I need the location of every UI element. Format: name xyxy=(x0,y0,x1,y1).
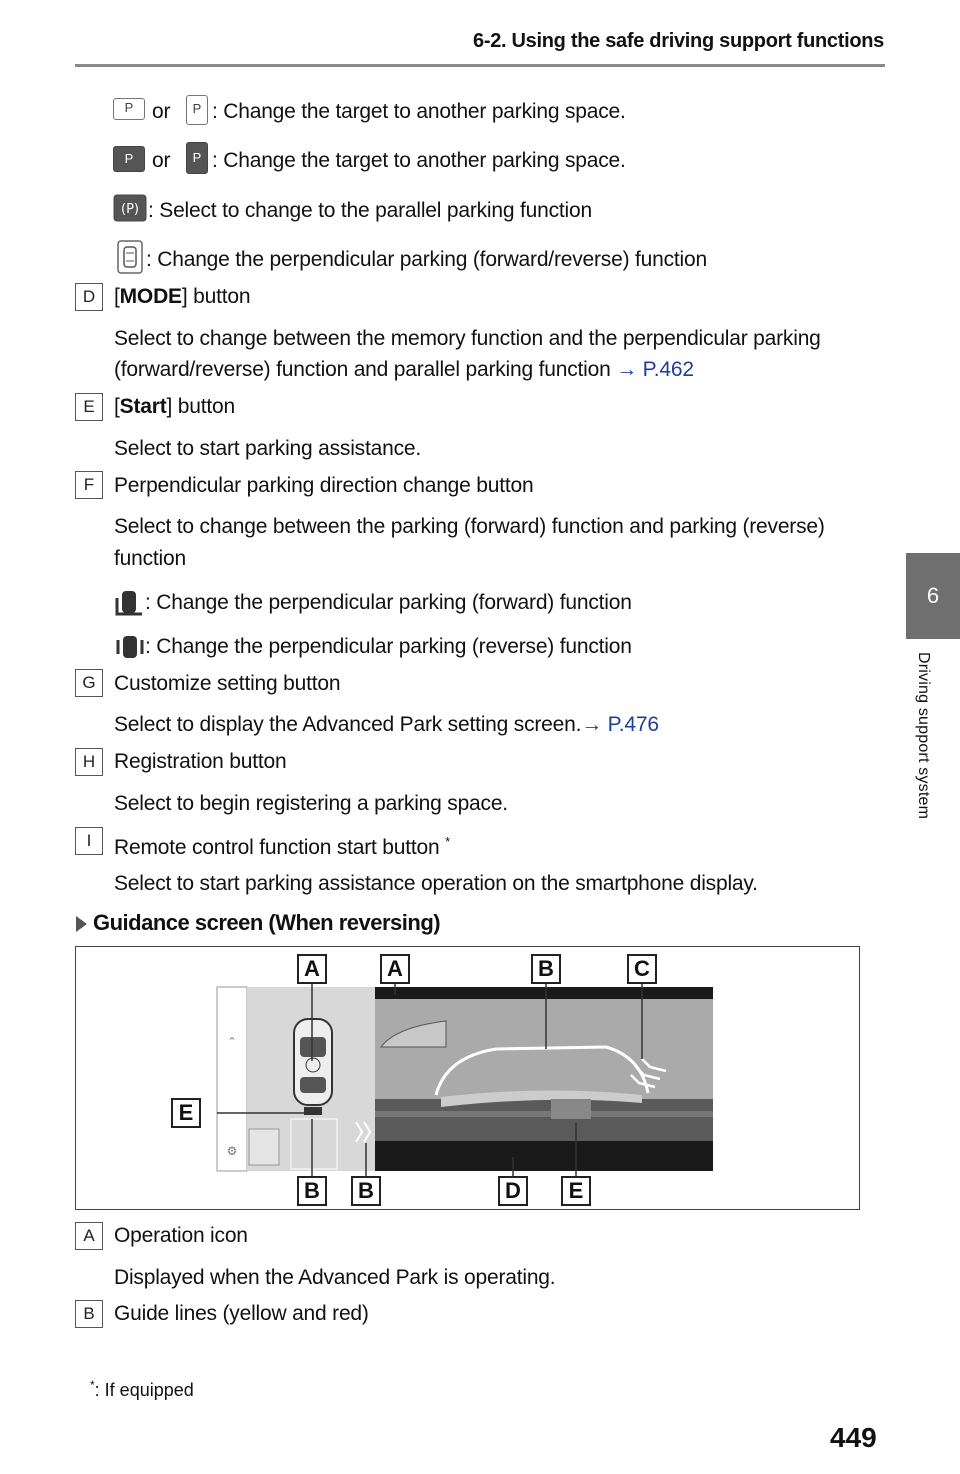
guidance-screen-figure xyxy=(75,946,860,1210)
forward-parking-icon xyxy=(114,588,146,618)
section-title: 6-2. Using the safe driving support functions xyxy=(473,30,884,52)
header-rule xyxy=(75,64,885,67)
direction-desc-1: Select to change between the parking (forward) function and parking (reverse) xyxy=(114,515,825,538)
remote-desc: Select to start parking assistance operation on the smartphone display. xyxy=(114,872,758,895)
callout-b-bottom-2: B xyxy=(351,1176,381,1206)
svg-text:(P): (P) xyxy=(121,202,139,217)
reverse-parking-icon xyxy=(114,632,146,662)
callout-b-top: B xyxy=(531,954,561,984)
callout-b-bottom-1: B xyxy=(297,1176,327,1206)
chapter-label: Driving support system xyxy=(915,652,932,820)
change-target-text-1: : Change the target to another parking space. xyxy=(212,100,626,123)
callout-a-1: A xyxy=(297,954,327,984)
item-badge-e: E xyxy=(75,393,103,421)
customize-desc: Select to display the Advanced Park setting screen.→ P.476 xyxy=(114,713,659,736)
chapter-tab: 6 xyxy=(906,553,960,639)
parking-p-outline-tall-icon: P xyxy=(186,95,208,125)
item-badge-g: G xyxy=(75,669,103,697)
start-desc: Select to start parking assistance. xyxy=(114,437,421,460)
change-target-text-2: : Change the target to another parking space. xyxy=(212,149,626,172)
direction-desc-2: function xyxy=(114,547,186,570)
page-number: 449 xyxy=(830,1422,877,1453)
start-button-title: [Start] button xyxy=(114,395,235,418)
perpendicular-text: : Change the perpendicular parking (forward/reverse) function xyxy=(146,248,707,271)
reverse-text: : Change the perpendicular parking (reverse) function xyxy=(145,635,632,658)
item-badge-b: B xyxy=(75,1300,103,1328)
callout-a-2: A xyxy=(380,954,410,984)
svg-text:⌃: ⌃ xyxy=(227,1036,237,1048)
or-text: or xyxy=(152,100,171,123)
mode-button-title: [MODE] button xyxy=(114,285,251,308)
item-badge-d: D xyxy=(75,283,103,311)
footnote: *: If equipped xyxy=(90,1378,194,1400)
customize-title: Customize setting button xyxy=(114,672,341,695)
item-badge-i: I xyxy=(75,827,103,855)
perpendicular-parking-icon xyxy=(117,240,143,274)
operation-icon-desc: Displayed when the Advanced Park is operating. xyxy=(114,1266,556,1289)
parking-p-outline-icon: P xyxy=(113,98,145,120)
parking-p-filled-icon: P xyxy=(113,146,145,172)
svg-text:⚙: ⚙ xyxy=(226,1144,238,1158)
parallel-text: : Select to change to the parallel parking function xyxy=(148,199,592,222)
callout-c: C xyxy=(627,954,657,984)
operation-icon-title: Operation icon xyxy=(114,1224,248,1247)
triangle-bullet-icon xyxy=(76,916,87,932)
forward-text: : Change the perpendicular parking (forward) function xyxy=(145,591,632,614)
guidance-section-heading: Guidance screen (When reversing) xyxy=(76,910,440,936)
or-text-2: or xyxy=(152,149,171,172)
parking-p-filled-tall-icon: P xyxy=(186,142,208,174)
parallel-parking-icon xyxy=(113,194,147,222)
direction-button-title: Perpendicular parking direction change button xyxy=(114,474,534,497)
guide-lines-title: Guide lines (yellow and red) xyxy=(114,1302,369,1325)
registration-desc: Select to begin registering a parking space. xyxy=(114,792,508,815)
item-badge-a: A xyxy=(75,1222,103,1250)
callout-d: D xyxy=(498,1176,528,1206)
page-link-476[interactable]: → P.476 xyxy=(581,713,659,736)
remote-title: Remote control function start button * xyxy=(114,834,450,859)
item-badge-h: H xyxy=(75,748,103,776)
mode-desc-1: Select to change between the memory function and the perpendicular parking xyxy=(114,327,821,350)
page-link-462[interactable]: → P.462 xyxy=(616,358,694,381)
callout-e-bottom: E xyxy=(561,1176,591,1206)
callout-e-left: E xyxy=(171,1098,201,1128)
guidance-screen-illustration xyxy=(76,947,861,1211)
registration-title: Registration button xyxy=(114,750,287,773)
mode-desc-2: (forward/reverse) function and parallel parking function → P.462 xyxy=(114,358,694,381)
item-badge-f: F xyxy=(75,471,103,499)
